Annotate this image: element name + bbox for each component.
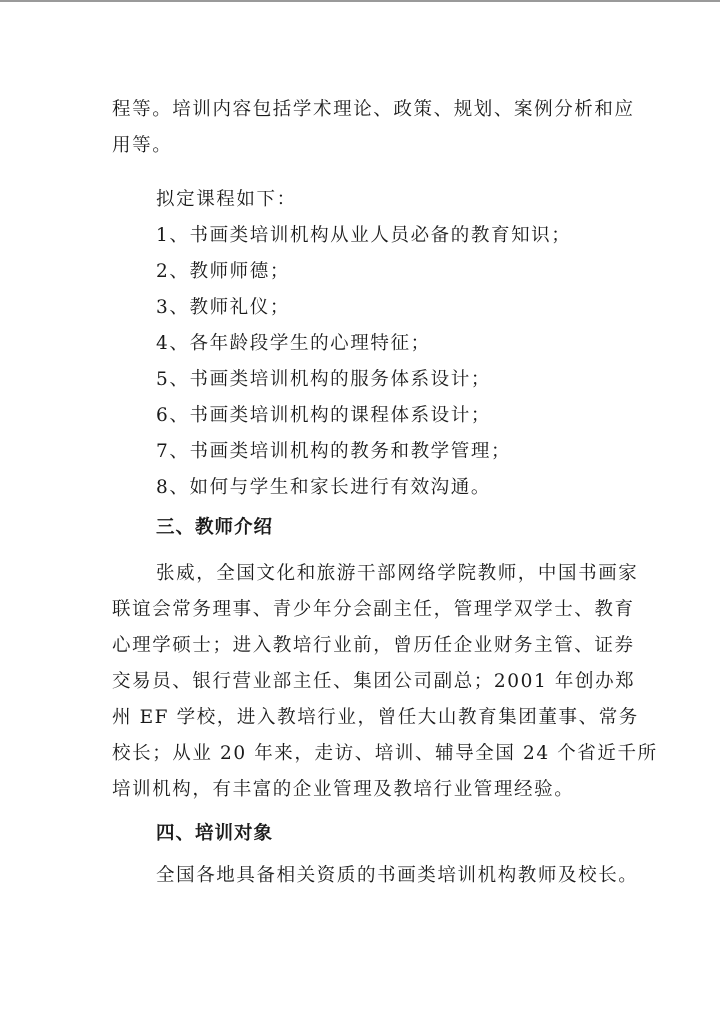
intro-line-2: 用等。 <box>112 135 173 156</box>
section-heading-teacher: 三、教师介绍 <box>156 517 274 538</box>
course-item-8: 8、如何与学生和家长进行有效沟通。 <box>156 477 491 498</box>
teacher-bio-line-4: 交易员、银行营业部主任、集团公司副总；2001 年创办郑 <box>112 671 636 692</box>
teacher-bio-line-6: 校长；从业 20 年来，走访、培训、辅导全国 24 个省近千所 <box>112 743 658 764</box>
intro-line-1: 程等。培训内容包括学术理论、政策、规划、案例分析和应 <box>112 99 635 120</box>
audience-text: 全国各地具备相关资质的书画类培训机构教师及校长。 <box>156 865 639 886</box>
course-item-7: 7、书画类培训机构的教务和教学管理； <box>156 441 512 462</box>
course-item-2: 2、教师师德； <box>156 261 290 282</box>
teacher-bio-line-7: 培训机构，有丰富的企业管理及教培行业管理经验。 <box>112 779 575 800</box>
document-page <box>112 92 658 894</box>
course-item-3: 3、教师礼仪； <box>156 297 290 318</box>
course-item-4: 4、各年龄段学生的心理特征； <box>156 333 431 354</box>
teacher-bio-line-5: 州 EF 学校，进入教培行业，曾任大山教育集团董事、常务 <box>112 707 639 728</box>
teacher-bio-line-1: 张威，全国文化和旅游干部网络学院教师，中国书画家 <box>156 563 639 584</box>
page-top-edge <box>0 0 720 2</box>
teacher-bio-line-3: 心理学硕士；进入教培行业前，曾历任企业财务主管、证券 <box>112 635 635 656</box>
course-item-6: 6、书画类培训机构的课程体系设计； <box>156 405 491 426</box>
section-heading-audience: 四、培训对象 <box>156 823 274 844</box>
course-item-1: 1、书画类培训机构从业人员必备的教育知识； <box>156 225 572 246</box>
course-list-lead: 拟定课程如下： <box>156 189 297 210</box>
teacher-bio-line-2: 联谊会常务理事、青少年分会副主任，管理学双学士、教育 <box>112 599 635 620</box>
course-item-5: 5、书画类培训机构的服务体系设计； <box>156 369 491 390</box>
